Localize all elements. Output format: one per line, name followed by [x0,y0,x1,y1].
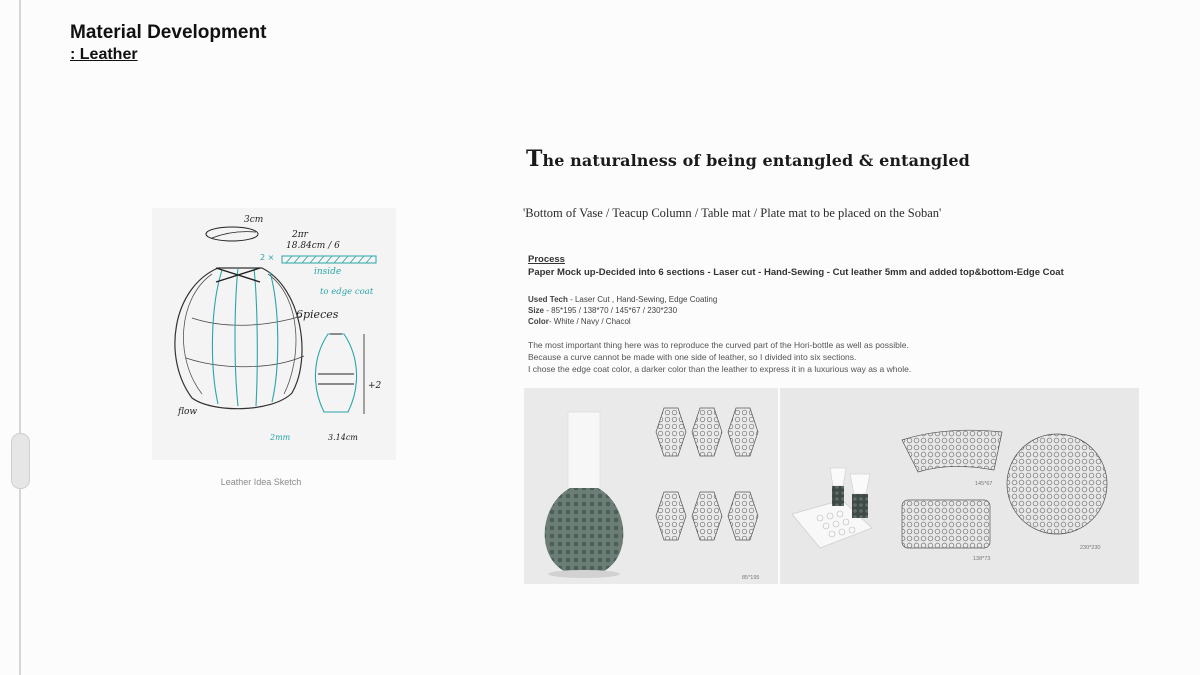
sketch-note-formula-a: 2πr [292,230,308,240]
description-line: I chose the edge coat color, a darker color than the leather to express it in a luxurious way as a whole. [528,364,912,374]
size-label: 138*73 [973,556,991,562]
size-label: 230*230 [1080,545,1101,551]
process-label: Process [528,254,565,265]
sketch-note-edge: to edge coat [320,287,374,297]
headline-text: he naturalness of being entangled & entangled [542,151,970,170]
headline-cap: T [526,146,543,172]
sketch-note-flow: flow [178,407,198,417]
scroll-handle[interactable] [11,433,30,489]
sketch-caption: Leather Idea Sketch [220,477,302,487]
sketch-note-formula-b: 18.84cm / 6 [286,241,340,251]
quote-line: 'Bottom of Vase / Teacup Column / Table mat / Plate mat to be placed on the Soban' [523,206,942,220]
spec-used-tech: Used Tech - Laser Cut , Hand-Sewing, Edge Coating [528,295,718,304]
size-label: 85*195 [742,575,760,581]
left-rail [19,0,21,675]
page-title: Material Development [70,22,267,43]
sketch-note-bottom: 2mm [270,433,291,442]
size-label: 145*67 [975,481,993,487]
spec-size: Size - 85*195 / 138*70 / 145*67 / 230*230 [528,306,678,315]
page-subtitle: : Leather [70,46,138,63]
svg-text:2 ×: 2 × [260,253,275,262]
sketch-note-height: +2 [368,381,382,391]
vase-render-panel [524,388,778,584]
tableware-render-panel [780,388,1139,584]
sketch-note-bottom-width: 3.14cm [328,433,358,442]
description-line: Because a curve cannot be made with one side of leather, so I divided into six sections. [528,352,857,362]
sketch-note-top: 3cm [244,215,264,225]
sketch-note-pieces: 6pieces [296,308,339,321]
headline [526,146,970,172]
description-line: The most important thing here was to reproduce the curved part of the Hori-bottle as well as possible. [528,340,909,350]
sketch-note-inside: inside [314,267,342,277]
spec-color: Color- White / Navy / Chacol [528,317,631,326]
process-text: Paper Mock up-Decided into 6 sections - Laser cut - Hand-Sewing - Cut leather 5mm and added top&bottom-Edge Coat [528,267,1064,278]
leather-idea-sketch [152,208,396,460]
